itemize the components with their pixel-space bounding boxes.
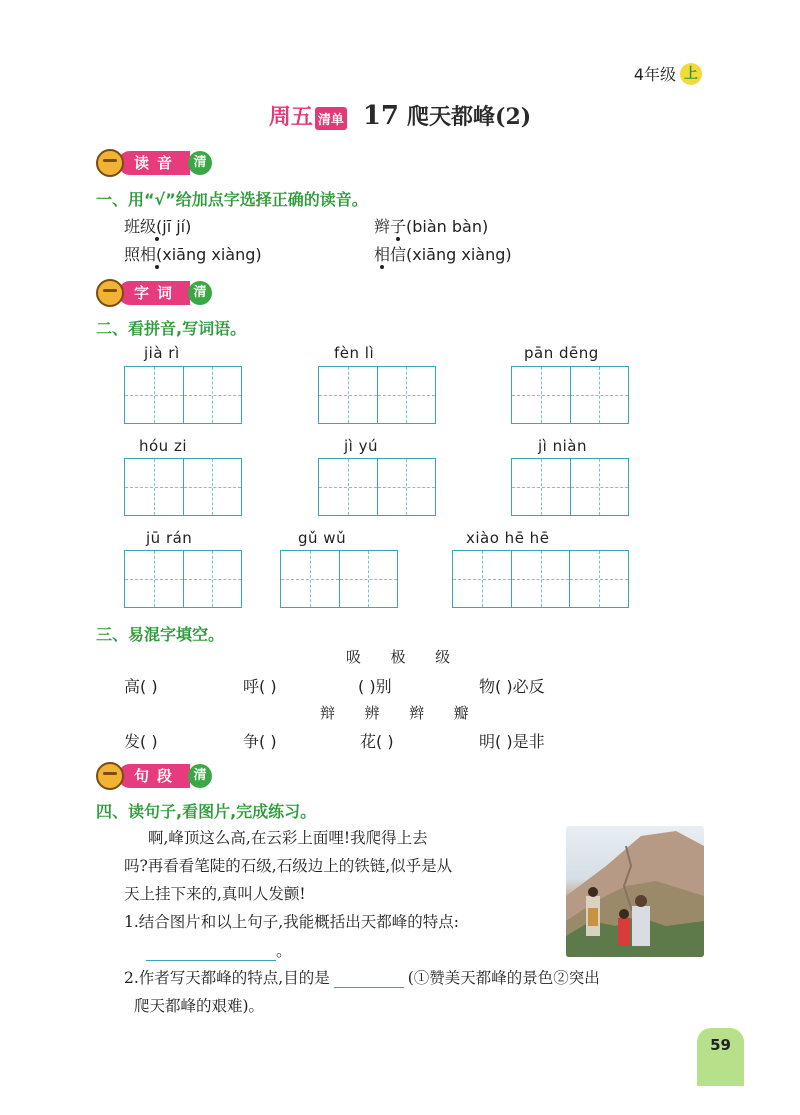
emphasis-dot	[380, 265, 384, 269]
q1-item: 辫子(biàn bàn)	[374, 217, 489, 236]
section-badge: 清	[188, 764, 212, 788]
page-number: 59	[697, 1028, 744, 1086]
question-3-prompt: 三、易混字填空。	[96, 625, 225, 644]
question-4-item-2	[124, 966, 600, 988]
section-badge: 清	[188, 151, 212, 175]
fill-item[interactable]: 花( )	[360, 732, 394, 751]
char-options-1: 吸 极 级	[346, 648, 451, 666]
q1-item: 相信(xiāng xiàng)	[374, 245, 512, 264]
char-options-2: 辩 辨 辫 瓣	[320, 704, 469, 722]
lesson-title: 爬天都峰(2)	[407, 104, 532, 130]
writing-grid[interactable]	[511, 366, 629, 424]
bee-icon	[96, 149, 124, 177]
section-header-reading	[96, 150, 212, 176]
fill-item[interactable]: 高( )	[124, 677, 158, 696]
title-weekday: 周五	[268, 105, 313, 130]
writing-grid[interactable]	[511, 458, 629, 516]
fill-item[interactable]: 争( )	[243, 732, 277, 751]
question-4-prompt: 四、读句子,看图片,完成练习。	[96, 802, 317, 821]
section-label: 读音	[118, 151, 190, 175]
section-header-words	[96, 280, 212, 306]
passage-line: 吗?再看看笔陡的石级,石级边上的铁链,似乎是从	[124, 857, 453, 875]
writing-grid[interactable]	[124, 366, 242, 424]
q1-item: 班级(jī jí)	[124, 217, 192, 236]
writing-grid[interactable]	[318, 458, 436, 516]
pinyin-label: xiào hē hē	[466, 529, 550, 547]
writing-grid[interactable]	[124, 458, 242, 516]
q1-item: 照相(xiāng xiàng)	[124, 245, 262, 264]
writing-grid[interactable]	[452, 550, 629, 608]
item2-text: 2.作者写天都峰的特点,目的是	[124, 969, 330, 987]
question-1-prompt: 一、用“√”给加点字选择正确的读音。	[96, 190, 368, 209]
mountain-illustration	[566, 826, 704, 957]
section-header-passage	[96, 763, 212, 789]
mountain-photo	[566, 826, 704, 957]
passage-line: 啊,峰顶这么高,在云彩上面哩!我爬得上去	[148, 829, 428, 847]
pinyin-label: fèn lì	[334, 344, 375, 362]
writing-grid[interactable]	[318, 366, 436, 424]
pinyin-label: hóu zi	[139, 437, 187, 455]
section-label: 字词	[118, 281, 190, 305]
question-2-prompt: 二、看拼音,写词语。	[96, 319, 247, 338]
grade-text: 4年级	[633, 65, 676, 84]
question-4-item-1: 1.结合图片和以上句子,我能概括出天都峰的特点:	[124, 913, 459, 931]
pinyin-label: jià rì	[144, 344, 180, 362]
answer-row-1	[146, 938, 292, 961]
emphasis-dot	[155, 265, 159, 269]
pinyin-label: jì niàn	[538, 437, 587, 455]
pinyin-label: jū rán	[146, 529, 193, 547]
fill-item[interactable]: 发( )	[124, 732, 158, 751]
lesson-number: 17	[362, 101, 400, 131]
item2-options-cont: 爬天都峰的艰难)。	[134, 997, 265, 1015]
emphasis-dot	[155, 237, 159, 241]
fill-item[interactable]: 物( )必反	[479, 677, 545, 696]
section-badge: 清	[188, 281, 212, 305]
answer-blank[interactable]	[146, 942, 276, 961]
answer-end-mark: 。	[276, 941, 293, 960]
item2-options: (①赞美天都峰的景色②突出	[407, 969, 600, 987]
answer-blank[interactable]	[334, 969, 404, 988]
passage-line: 天上挂下来的,真叫人发颤!	[124, 885, 306, 903]
pinyin-label: gǔ wǔ	[298, 529, 347, 547]
bee-icon	[96, 762, 124, 790]
pinyin-label: pān dēng	[524, 344, 599, 362]
bee-icon	[96, 279, 124, 307]
fill-item[interactable]: ( )别	[358, 677, 392, 696]
writing-grid[interactable]	[280, 550, 398, 608]
fill-item[interactable]: 呼( )	[243, 677, 277, 696]
grade-badge: 上	[680, 63, 702, 85]
page-title	[0, 100, 800, 131]
title-seal: 清单	[315, 107, 347, 130]
fill-item[interactable]: 明( )是非	[479, 732, 545, 751]
pinyin-label: jì yú	[344, 437, 378, 455]
grade-label	[634, 62, 702, 85]
writing-grid[interactable]	[124, 550, 242, 608]
section-label: 句段	[118, 764, 190, 788]
emphasis-dot	[396, 237, 400, 241]
